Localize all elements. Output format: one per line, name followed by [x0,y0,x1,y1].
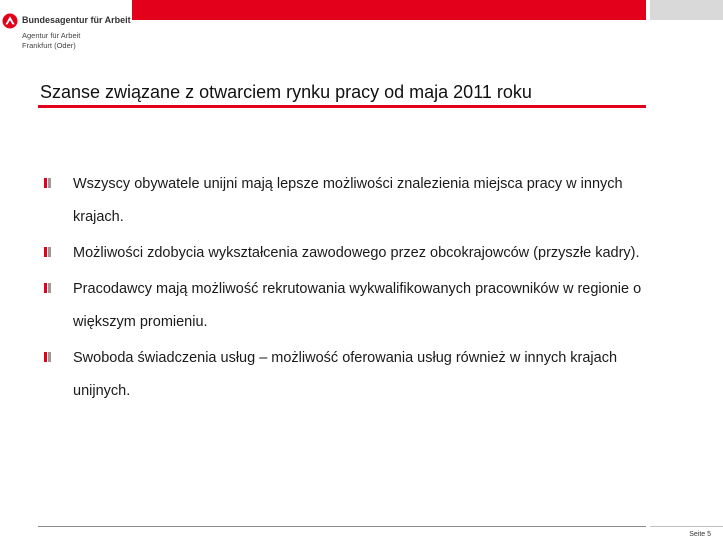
bullet-text: Możliwości zdobycia wykształcenia zawodowego przez obcokrajowców (przyszłe kadry). [73,245,640,261]
bullet-item [44,237,644,270]
footer-rule [38,526,646,527]
top-grey-band [650,0,723,20]
top-red-band [132,0,646,20]
footer-grey-rule [650,526,723,527]
ba-logo-icon [2,13,18,29]
slide-title: Szanse związane z otwarciem rynku pracy od maja 2011 roku [40,82,532,102]
bullet-text: Swoboda świadczenia usług – możliwość oferowania usług również w innych krajach unijnych. [73,350,618,399]
page-number: Seite 5 [689,531,711,538]
bullet-marker-icon [44,352,51,362]
organization-name: Bundesagentur für Arbeit [22,15,131,25]
agency-location: Frankfurt (Oder) [22,41,76,50]
bullet-item [44,168,644,234]
bullet-list [44,168,644,411]
bullet-text: Pracodawcy mają możliwość rekrutowania wykwalifikowanych pracowników w regionie o większym promieniu. [73,281,642,330]
bullet-text: Wszyscy obywatele unijni mają lepsze możliwości znalezienia miejsca pracy w innych krajach. [73,176,623,225]
organization-logo [2,11,132,55]
bullet-marker-icon [44,178,51,188]
bullet-marker-icon [44,283,51,293]
bullet-marker-icon [44,247,51,257]
bullet-item [44,273,644,339]
agency-name: Agentur für Arbeit [22,31,81,40]
title-underline [38,105,646,108]
bullet-item [44,342,644,408]
